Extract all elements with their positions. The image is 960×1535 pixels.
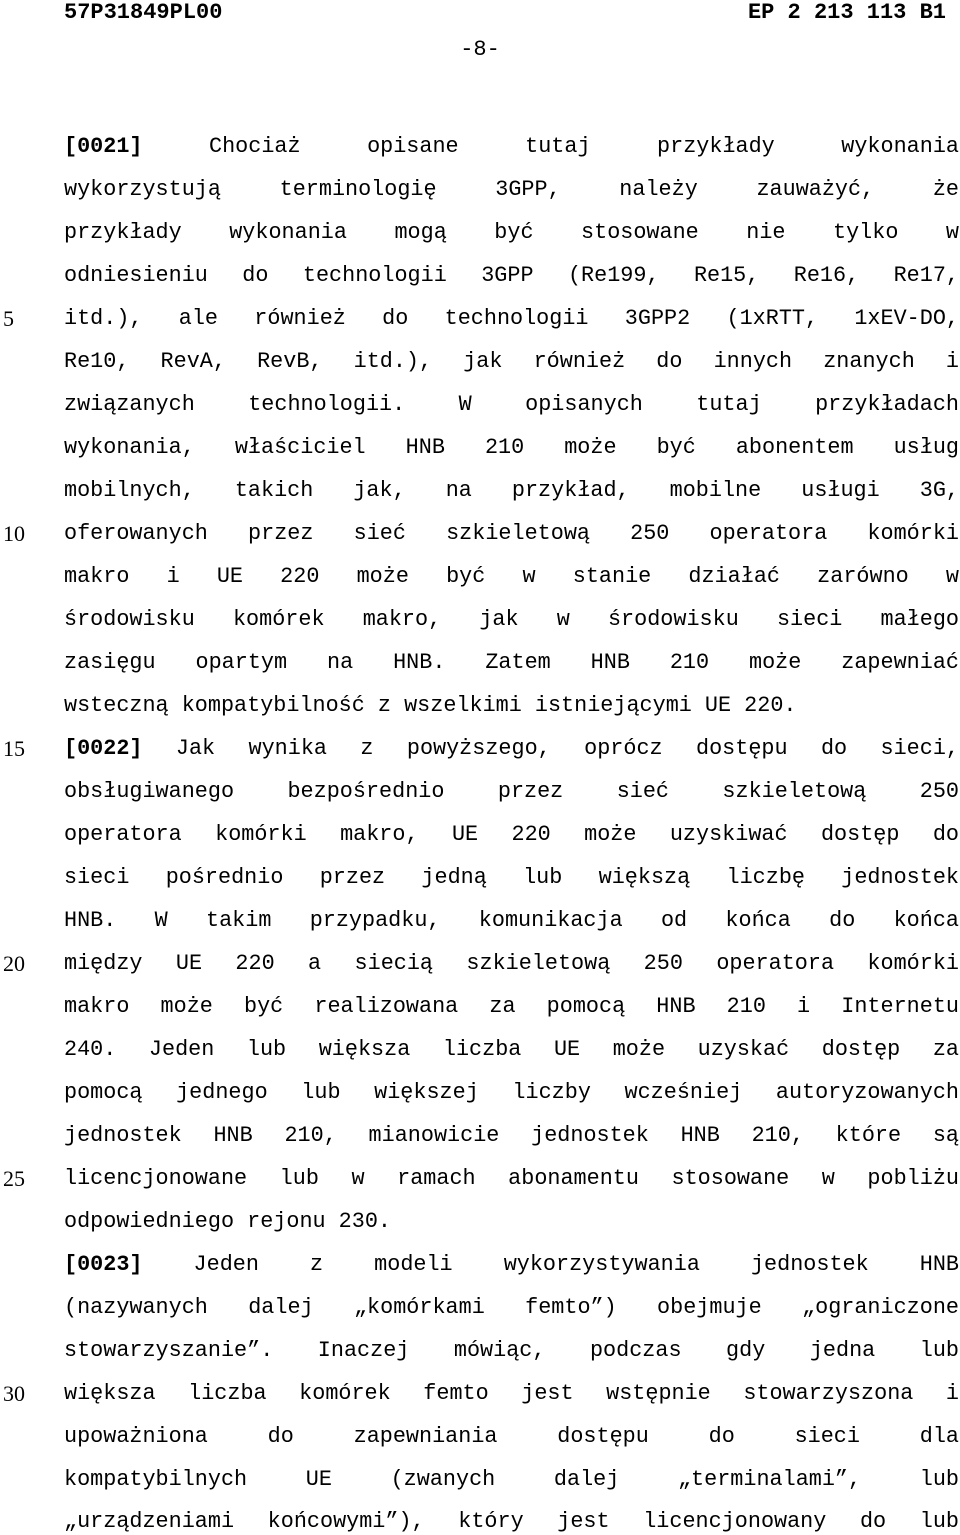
paragraph-0022-line: jednostek HNB 210, mianowicie jednostek HNB 210, które są xyxy=(64,1123,959,1148)
paragraph-0021-line: związanych technologii. W opisanych tutaj przykładach xyxy=(64,392,959,417)
paragraph-0022-line: sieci pośrednio przez jedną lub większą liczbę jednostek xyxy=(64,865,959,890)
paragraph-0023-line: stowarzyszanie”. Inaczej mówiąc, podczas gdy jedna lub xyxy=(64,1338,959,1363)
paragraph-0023-line: większa liczba komórek femto jest wstępnie stowarzyszona i xyxy=(64,1381,959,1406)
paragraph-0021-line: makro i UE 220 może być w stanie działać zarówno w xyxy=(64,564,959,589)
paragraph-0021-line: wykonania, właściciel HNB 210 może być abonentem usług xyxy=(64,435,959,460)
paragraph-number: [0023] xyxy=(64,1252,143,1277)
paragraph-0022-line: obsługiwanego bezpośrednio przez sieć szkieletową 250 xyxy=(64,779,959,804)
paragraph-0021-line: oferowanych przez sieć szkieletową 250 operatora komórki xyxy=(64,521,959,546)
margin-line-number: 5 xyxy=(3,306,14,331)
paragraph-0022-line: operatora komórki makro, UE 220 może uzyskiwać dostęp do xyxy=(64,822,959,847)
margin-line-number: 25 xyxy=(3,1166,25,1191)
paragraph-number: [0021] xyxy=(64,134,143,159)
paragraph-0022-line: makro może być realizowana za pomocą HNB 210 i Internetu xyxy=(64,994,959,1019)
paragraph-0023-line: upoważniona do zapewniania dostępu do sieci dla xyxy=(64,1424,959,1449)
paragraph-0022-line: między UE 220 a siecią szkieletową 250 operatora komórki xyxy=(64,951,959,976)
paragraph-0022-line: pomocą jednego lub większej liczby wcześniej autoryzowanych xyxy=(64,1080,959,1105)
paragraph-0023-line: „urządzeniami końcowymi”), który jest licencjonowany do lub xyxy=(64,1509,959,1534)
margin-line-number: 30 xyxy=(3,1381,25,1406)
margin-line-number: 10 xyxy=(3,521,25,546)
paragraph-0021-line: środowisku komórek makro, jak w środowisku sieci małego xyxy=(64,607,959,632)
paragraph-0022-line: [0022] Jak wynika z powyższego, oprócz dostępu do sieci, xyxy=(64,736,959,761)
paragraph-0022-line: odpowiedniego rejonu 230. xyxy=(64,1209,392,1234)
paragraph-0021-line: itd.), ale również do technologii 3GPP2 (1xRTT, 1xEV-DO, xyxy=(64,306,959,331)
paragraph-0021-line: mobilnych, takich jak, na przykład, mobilne usługi 3G, xyxy=(64,478,959,503)
paragraph-0021-line: Re10, RevA, RevB, itd.), jak również do innych znanych i xyxy=(64,349,959,374)
paragraph-number: [0022] xyxy=(64,736,143,761)
margin-line-number: 15 xyxy=(3,736,25,761)
paragraph-0023-line: [0023] Jeden z modeli wykorzystywania jednostek HNB xyxy=(64,1252,959,1277)
paragraph-0021-line: [0021] Chociaż opisane tutaj przykłady wykonania xyxy=(64,134,959,159)
paragraph-0021-line: wsteczną kompatybilność z wszelkimi istniejącymi UE 220. xyxy=(64,693,797,718)
paragraph-0021-line: wykorzystują terminologię 3GPP, należy zauważyć, że xyxy=(64,177,959,202)
paragraph-0021-line: odniesieniu do technologii 3GPP (Re199, Re15, Re16, Re17, xyxy=(64,263,959,288)
paragraph-0021-line: zasięgu opartym na HNB. Zatem HNB 210 może zapewniać xyxy=(64,650,959,675)
paragraph-0022-line: 240. Jeden lub większa liczba UE może uzyskać dostęp za xyxy=(64,1037,959,1062)
patent-number: EP 2 213 113 B1 xyxy=(747,0,946,25)
paragraph-0021-line: przykłady wykonania mogą być stosowane nie tylko w xyxy=(64,220,959,245)
margin-line-number: 20 xyxy=(3,951,25,976)
paragraph-0023-line: (nazywanych dalej „komórkami femto”) obejmuje „ograniczone xyxy=(64,1295,959,1320)
paragraph-0022-line: licencjonowane lub w ramach abonamentu stosowane w pobliżu xyxy=(64,1166,959,1191)
paragraph-0022-line: HNB. W takim przypadku, komunikacja od końca do końca xyxy=(64,908,959,933)
page-number: -8- xyxy=(460,37,500,62)
document-reference: 57P31849PL00 xyxy=(64,0,223,25)
paragraph-0023-line: kompatybilnych UE (zwanych dalej „terminalami”, lub xyxy=(64,1467,959,1492)
